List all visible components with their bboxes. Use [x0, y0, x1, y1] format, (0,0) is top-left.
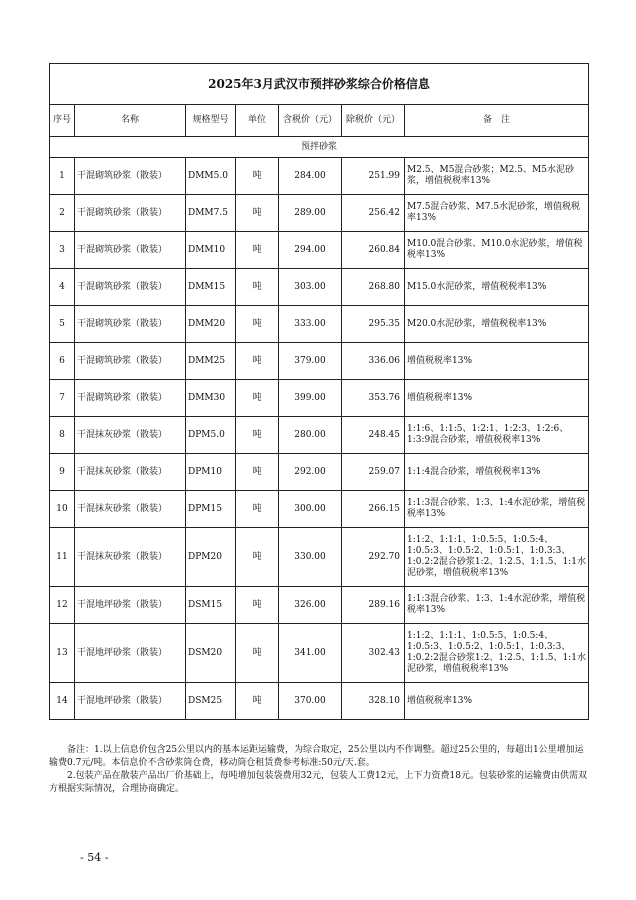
cell-price-notax: 260.84 [342, 232, 405, 269]
cell-price-notax: 256.42 [342, 195, 405, 232]
cell-name: 干混砌筑砂浆（散装） [75, 195, 186, 232]
table-row [50, 417, 589, 454]
cell-name: 干混砌筑砂浆（散装） [75, 269, 186, 306]
cell-name: 干混抹灰砂浆（散装） [75, 528, 186, 587]
cell-name: 干混砌筑砂浆（散装） [75, 306, 186, 343]
cell-unit: 吨 [236, 306, 279, 343]
cell-price-tax: 300.00 [279, 491, 342, 528]
cell-unit: 吨 [236, 683, 279, 720]
cell-price-tax: 370.00 [279, 683, 342, 720]
page-number: - 54 - [80, 851, 109, 864]
cell-price-notax: 295.35 [342, 306, 405, 343]
cell-seq: 12 [50, 587, 75, 624]
cell-price-tax: 326.00 [279, 587, 342, 624]
cell-price-tax: 289.00 [279, 195, 342, 232]
notes [49, 744, 588, 796]
cell-remark: 增值税税率13% [405, 683, 589, 720]
cell-spec: DPM10 [186, 454, 236, 491]
cell-price-notax: 266.15 [342, 491, 405, 528]
cell-seq: 8 [50, 417, 75, 454]
header-row [50, 105, 589, 137]
cell-price-tax: 292.00 [279, 454, 342, 491]
cell-price-tax: 379.00 [279, 343, 342, 380]
cell-unit: 吨 [236, 269, 279, 306]
table-row [50, 232, 589, 269]
cell-unit: 吨 [236, 232, 279, 269]
cell-name: 干混地坪砂浆（散装） [75, 683, 186, 720]
table-row [50, 269, 589, 306]
cell-spec: DSM25 [186, 683, 236, 720]
cell-price-notax: 336.06 [342, 343, 405, 380]
table-row [50, 587, 589, 624]
cell-seq: 14 [50, 683, 75, 720]
cell-spec: DMM7.5 [186, 195, 236, 232]
table-row [50, 454, 589, 491]
group-row [50, 137, 589, 158]
cell-name: 干混砌筑砂浆（散装） [75, 380, 186, 417]
header-unit: 单位 [236, 105, 279, 137]
cell-seq: 7 [50, 380, 75, 417]
cell-price-notax: 353.76 [342, 380, 405, 417]
cell-spec: DMM20 [186, 306, 236, 343]
cell-unit: 吨 [236, 454, 279, 491]
cell-remark: 1:1:3混合砂浆、1:3、1:4水泥砂浆，增值税税率13% [405, 587, 589, 624]
cell-unit: 吨 [236, 417, 279, 454]
group-label: 预拌砂浆 [50, 137, 589, 158]
cell-price-notax: 292.70 [342, 528, 405, 587]
header-price-tax: 含税价（元） [279, 105, 342, 137]
cell-remark: 1:1:6、1:1:5、1:2:1、1:2:3、1:2:6、1:3:9混合砂浆，增值税税率13% [405, 417, 589, 454]
cell-spec: DPM15 [186, 491, 236, 528]
cell-price-tax: 330.00 [279, 528, 342, 587]
cell-price-notax: 248.45 [342, 417, 405, 454]
cell-spec: DMM25 [186, 343, 236, 380]
table-title: 2025年3月武汉市预拌砂浆综合价格信息 [50, 64, 589, 105]
cell-remark: M2.5、M5混合砂浆；M2.5、M5水泥砂浆，增值税税率13% [405, 158, 589, 195]
table-row [50, 195, 589, 232]
cell-unit: 吨 [236, 343, 279, 380]
cell-seq: 4 [50, 269, 75, 306]
cell-price-notax: 328.10 [342, 683, 405, 720]
header-name: 名称 [75, 105, 186, 137]
table-row [50, 491, 589, 528]
table-row [50, 158, 589, 195]
cell-seq: 2 [50, 195, 75, 232]
cell-unit: 吨 [236, 158, 279, 195]
cell-remark: 1:1:3混合砂浆、1:3、1:4水泥砂浆，增值税税率13% [405, 491, 589, 528]
header-price-notax: 除税价（元） [342, 105, 405, 137]
cell-spec: DMM15 [186, 269, 236, 306]
cell-spec: DSM20 [186, 624, 236, 683]
cell-spec: DPM5.0 [186, 417, 236, 454]
header-remark: 备 注 [405, 105, 589, 137]
cell-name: 干混砌筑砂浆（散装） [75, 232, 186, 269]
cell-seq: 9 [50, 454, 75, 491]
cell-remark: M7.5混合砂浆、M7.5水泥砂浆，增值税税率13% [405, 195, 589, 232]
table-row [50, 306, 589, 343]
cell-unit: 吨 [236, 624, 279, 683]
cell-name: 干混地坪砂浆（散装） [75, 624, 186, 683]
cell-price-notax: 268.80 [342, 269, 405, 306]
cell-unit: 吨 [236, 491, 279, 528]
cell-price-tax: 303.00 [279, 269, 342, 306]
cell-name: 干混地坪砂浆（散装） [75, 587, 186, 624]
cell-price-notax: 302.43 [342, 624, 405, 683]
cell-unit: 吨 [236, 195, 279, 232]
cell-spec: DMM30 [186, 380, 236, 417]
cell-seq: 10 [50, 491, 75, 528]
cell-seq: 1 [50, 158, 75, 195]
cell-name: 干混砌筑砂浆（散装） [75, 158, 186, 195]
cell-price-notax: 251.99 [342, 158, 405, 195]
cell-remark: M20.0水泥砂浆，增值税税率13% [405, 306, 589, 343]
cell-unit: 吨 [236, 587, 279, 624]
table-row [50, 343, 589, 380]
cell-remark: M10.0混合砂浆、M10.0水泥砂浆，增值税税率13% [405, 232, 589, 269]
cell-name: 干混抹灰砂浆（散装） [75, 454, 186, 491]
cell-remark: 1:1:2、1:1:1、1:0.5:5、1:0.5:4、1:0.5:3、1:0.5:2、1:0.5:1、1:0.3:3、1:0.2:2混合砂浆1:2、1:2.5、1:1.5、1:1水泥砂浆，增值税税率13% [405, 624, 589, 683]
cell-remark: 1:1:2、1:1:1、1:0.5:5、1:0.5:4、1:0.5:3、1:0.5:2、1:0.5:1、1:0.3:3、1:0.2:2混合砂浆1:2、1:2.5、1:1.5、1:1水泥砂浆，增值税税率13% [405, 528, 589, 587]
table-row [50, 683, 589, 720]
cell-remark: 增值税税率13% [405, 380, 589, 417]
cell-seq: 13 [50, 624, 75, 683]
header-spec: 规格型号 [186, 105, 236, 137]
cell-spec: DMM5.0 [186, 158, 236, 195]
cell-price-tax: 399.00 [279, 380, 342, 417]
cell-seq: 5 [50, 306, 75, 343]
table-row [50, 528, 589, 587]
cell-remark: M15.0水泥砂浆，增值税税率13% [405, 269, 589, 306]
header-seq: 序号 [50, 105, 75, 137]
cell-name: 干混抹灰砂浆（散装） [75, 491, 186, 528]
table-row [50, 624, 589, 683]
note-1: 备注：1.以上信息价包含25公里以内的基本运距运输费，为综合取定，25公里以内不作调整。超过25公里的，每超出1公里增加运输费0.7元/吨。本信息价不含砂浆筒仓费，移动筒仓租赁费参考标准:50元/天.套。 [49, 745, 584, 768]
cell-price-tax: 294.00 [279, 232, 342, 269]
cell-remark: 1:1:4混合砂浆，增值税税率13% [405, 454, 589, 491]
cell-name: 干混砌筑砂浆（散装） [75, 343, 186, 380]
cell-spec: DMM10 [186, 232, 236, 269]
cell-spec: DPM20 [186, 528, 236, 587]
price-table [49, 63, 589, 720]
note-2: 2.包装产品在散装产品出厂价基础上，每吨增加包装袋费用32元，包装人工费12元，上下力资费18元。包装砂浆的运输费由供需双方根据实际情况，合理协商确定。 [49, 771, 587, 794]
cell-spec: DSM15 [186, 587, 236, 624]
cell-name: 干混抹灰砂浆（散装） [75, 417, 186, 454]
cell-price-tax: 333.00 [279, 306, 342, 343]
table-row [50, 380, 589, 417]
cell-price-tax: 280.00 [279, 417, 342, 454]
cell-price-notax: 259.07 [342, 454, 405, 491]
cell-unit: 吨 [236, 380, 279, 417]
cell-remark: 增值税税率13% [405, 343, 589, 380]
cell-price-tax: 341.00 [279, 624, 342, 683]
cell-seq: 11 [50, 528, 75, 587]
cell-price-tax: 284.00 [279, 158, 342, 195]
cell-price-notax: 289.16 [342, 587, 405, 624]
cell-unit: 吨 [236, 528, 279, 587]
cell-seq: 6 [50, 343, 75, 380]
cell-seq: 3 [50, 232, 75, 269]
